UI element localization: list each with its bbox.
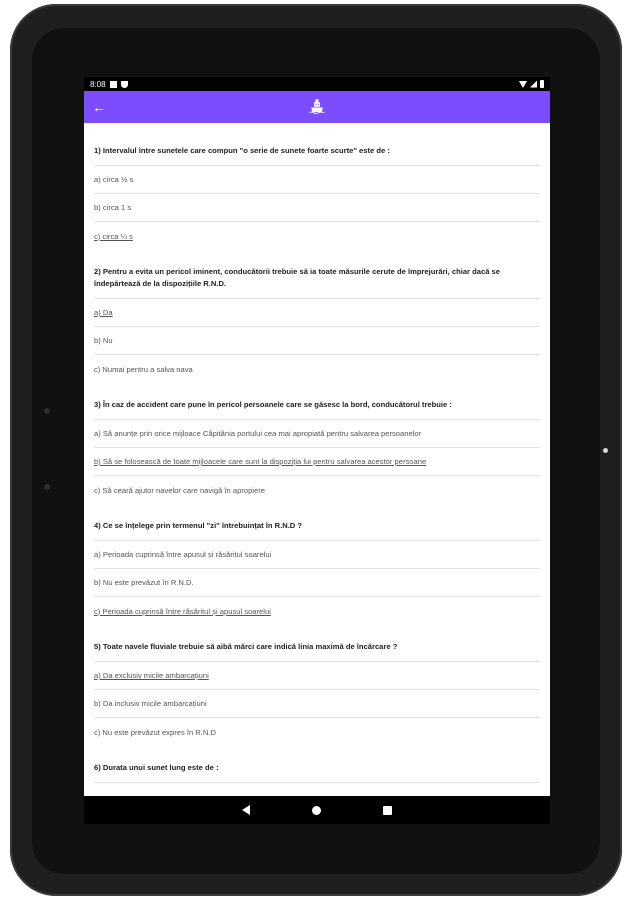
answer-option[interactable]: b) Nu	[94, 327, 540, 355]
question-block	[94, 387, 540, 504]
answer-option[interactable]: a) circa ½ s	[94, 166, 540, 194]
answer-option[interactable]: b) Da inclusiv micile ambarcațiuni	[94, 690, 540, 718]
sd-card-icon	[110, 81, 117, 88]
question-block	[94, 750, 540, 783]
answer-option[interactable]: b) Nu este prevăzut în R.N.D.	[94, 569, 540, 597]
battery-icon	[540, 80, 544, 88]
shield-icon	[121, 81, 128, 88]
question-block	[94, 254, 540, 383]
wifi-icon	[519, 81, 527, 88]
question-text: 4) Ce se înțelege prin termenul "zi" întrebuințat în R.N.D ?	[94, 508, 540, 541]
answer-option[interactable]: c) Nu este prevăzut expres în R.N.D	[94, 727, 216, 737]
answer-option[interactable]: b) circa 1 s	[94, 194, 540, 222]
nav-back-icon[interactable]	[242, 805, 250, 815]
screen	[84, 77, 550, 824]
status-time: 8:08	[90, 79, 106, 89]
app-bar	[84, 91, 550, 123]
camera-sensor	[603, 448, 608, 453]
question-block	[94, 133, 540, 250]
question-block	[94, 629, 540, 746]
side-button-dot	[44, 484, 50, 490]
answer-option[interactable]: a) Da exclusiv micile ambarcațiuni	[94, 662, 540, 690]
quiz-list	[84, 123, 550, 783]
answer-option[interactable]: b) Să se folosească de toate mijloacele care sunt la dispoziția lui pentru salvarea acestor persoane	[94, 448, 540, 476]
question-text: 5) Toate navele fluviale trebuie să aibă mărci care indică linia maximă de încărcare ?	[94, 629, 540, 662]
answer-option[interactable]: c) Numai pentru a salva nava	[94, 364, 193, 374]
nav-recents-icon[interactable]	[383, 806, 392, 815]
answer-option[interactable]: c) Să ceară ajutor navelor care navigă în apropiere	[94, 485, 265, 495]
question-text: 6) Durata unui sunet lung este de :	[94, 750, 540, 783]
answer-option[interactable]: c) circa ¼ s	[94, 231, 133, 241]
answer-option[interactable]: a) Să anunțe prin orice mijloace Căpitănia portului cea mai apropiată pentru salvarea persoanelor	[94, 420, 540, 448]
arrow-left-icon[interactable]: ←	[92, 99, 106, 115]
boat-icon	[308, 97, 326, 115]
answer-option[interactable]: a) Perioada cuprinsă între apusul și răsăritul soarelui	[94, 541, 540, 569]
nav-home-icon[interactable]	[312, 806, 321, 815]
question-text: 3) În caz de accident care pune în pericol persoanele care se găsesc la bord, conducătorul trebuie :	[94, 387, 540, 420]
status-bar	[84, 77, 550, 91]
answer-option[interactable]: a) Da	[94, 299, 540, 327]
question-text: 2) Pentru a evita un pericol iminent, conducătorii trebuie să ia toate măsurile cerute de împrejurări, chiar dacă se îndepărtează de la dispozițiile R.N.D.	[94, 254, 540, 299]
side-button-dot	[44, 408, 50, 414]
question-text: 1) Intervalul între sunetele care compun "o serie de sunete foarte scurte" este de :	[94, 133, 540, 166]
navigation-bar	[84, 796, 550, 824]
answer-option[interactable]: c) Perioada cuprinsă între răsăritul și apusul soarelui	[94, 606, 271, 616]
question-block	[94, 508, 540, 625]
signal-icon	[530, 81, 537, 88]
